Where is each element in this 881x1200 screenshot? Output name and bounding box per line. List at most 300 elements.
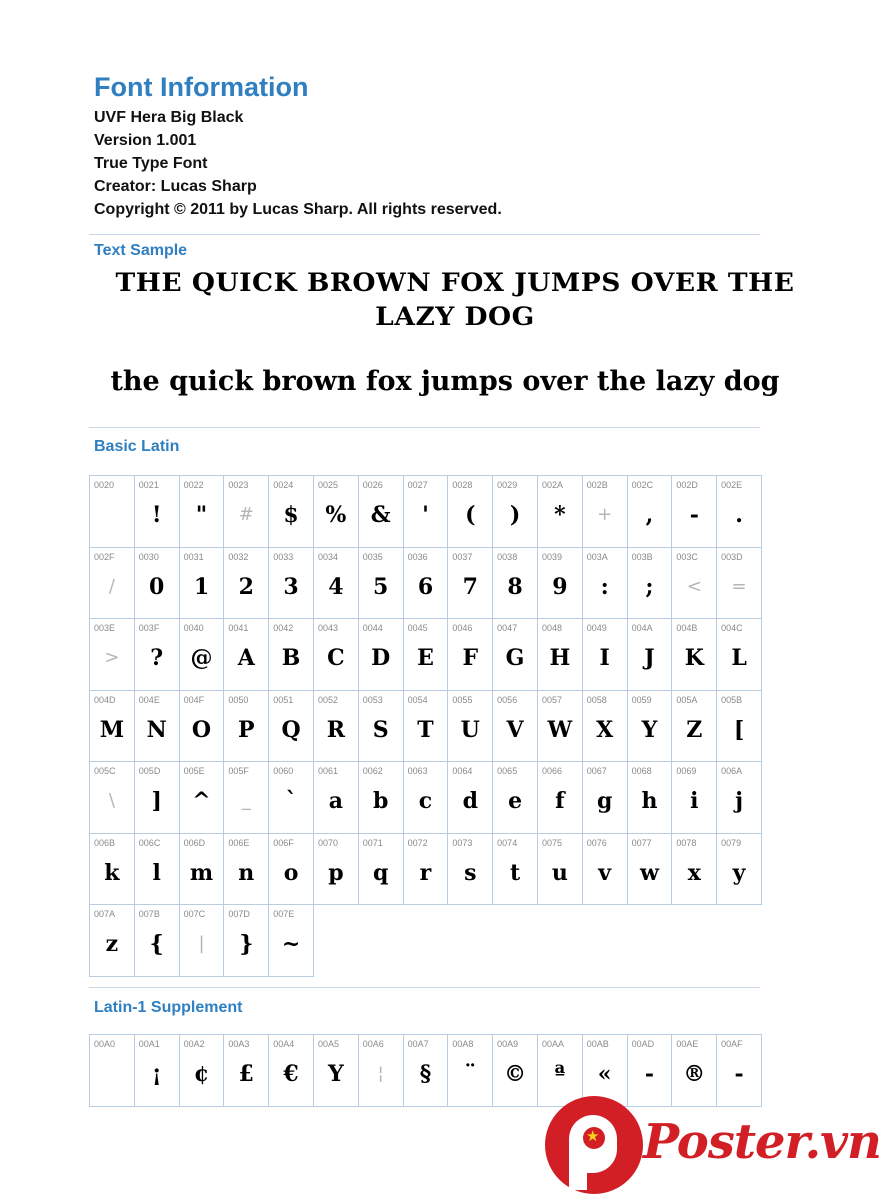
glyph-char: ' xyxy=(422,502,429,528)
divider xyxy=(89,987,760,988)
glyph-char: Y xyxy=(328,1061,344,1087)
basic-latin-grid xyxy=(89,475,762,977)
glyph-code: 007A xyxy=(94,909,116,919)
glyph-cell xyxy=(269,548,314,620)
glyph-code: 0060 xyxy=(273,766,294,776)
glyph-code: 00A7 xyxy=(407,1039,429,1049)
glyph-char: g xyxy=(596,788,613,814)
glyph-cell xyxy=(269,762,314,834)
glyph-char: € xyxy=(283,1061,299,1087)
glyph-code: 007E xyxy=(273,909,295,919)
glyph-code: 0037 xyxy=(452,551,473,562)
glyph-char: ¡ xyxy=(151,1061,162,1087)
glyph-cell xyxy=(448,1035,493,1107)
glyph-char: B xyxy=(281,645,301,671)
glyph-cell xyxy=(717,476,762,548)
glyph-char: R xyxy=(326,716,346,743)
glyph-code: 0056 xyxy=(497,694,518,705)
glyph-char: + xyxy=(597,504,613,525)
glyph-char: N xyxy=(146,716,167,743)
sample-lowercase: the quick brown fox jumps over the lazy dog xyxy=(110,366,780,397)
glyph-char: | xyxy=(198,933,205,954)
glyph-code: 0027 xyxy=(407,480,428,490)
glyph-cell xyxy=(717,548,762,620)
glyph-code: 0048 xyxy=(541,623,562,633)
glyph-cell xyxy=(314,476,359,548)
font-info-title: Font Information xyxy=(94,72,309,102)
glyph-cell xyxy=(224,548,269,620)
glyph-cell xyxy=(359,1035,404,1107)
glyph-code: 0076 xyxy=(586,837,607,848)
glyph-cell xyxy=(672,476,717,548)
glyph-cell xyxy=(269,905,314,977)
glyph-code: 0039 xyxy=(541,551,562,562)
glyph-code: 002C xyxy=(631,480,654,490)
glyph-code: 0029 xyxy=(497,480,518,490)
glyph-char: 9 xyxy=(552,573,568,600)
glyph-cell xyxy=(583,691,628,763)
glyph-char: i xyxy=(690,788,699,814)
glyph-code: 0073 xyxy=(452,837,473,848)
glyph-code: 002B xyxy=(586,480,608,490)
glyph-code: 006D xyxy=(183,837,206,848)
glyph-code: 0041 xyxy=(228,623,249,633)
font-creator: Creator: Lucas Sharp xyxy=(94,178,257,195)
watermark-logo-circle xyxy=(545,1096,643,1194)
glyph-char: 5 xyxy=(373,573,389,600)
glyph-char: Z xyxy=(686,716,703,743)
glyph-code: 0032 xyxy=(228,551,249,562)
glyph-cell xyxy=(224,834,269,906)
glyph-char: - xyxy=(644,1061,655,1087)
glyph-char: $ xyxy=(283,502,299,528)
glyph-code: 0026 xyxy=(362,480,383,490)
glyph-code: 002D xyxy=(676,480,698,490)
glyph-cell xyxy=(314,834,359,906)
glyph-cell xyxy=(672,762,717,834)
glyph-code: 00AE xyxy=(676,1039,699,1049)
glyph-cell xyxy=(583,476,628,548)
poster-vn-watermark xyxy=(543,1094,881,1200)
glyph-code: 0061 xyxy=(317,766,339,776)
glyph-cell xyxy=(224,762,269,834)
glyph-cell xyxy=(90,476,135,548)
font-type: True Type Font xyxy=(94,155,208,172)
glyph-code: 00A2 xyxy=(183,1039,205,1049)
glyph-code: 005F xyxy=(228,766,249,776)
glyph-cell xyxy=(538,762,583,834)
glyph-code: 00AF xyxy=(721,1039,743,1049)
glyph-code: 00A6 xyxy=(362,1039,384,1049)
glyph-char: e xyxy=(508,788,523,814)
glyph-code: 0064 xyxy=(452,766,473,776)
glyph-char: Y xyxy=(641,716,658,743)
glyph-code: 005D xyxy=(138,766,161,776)
glyph-char: j xyxy=(735,788,744,814)
glyph-code: 0047 xyxy=(497,623,518,633)
glyph-cell xyxy=(493,619,538,691)
glyph-code: 0044 xyxy=(362,623,383,633)
glyph-code: 00A9 xyxy=(497,1039,519,1049)
glyph-char: = xyxy=(731,575,747,597)
glyph-cell xyxy=(628,619,673,691)
glyph-char: r xyxy=(419,859,432,886)
glyph-cell xyxy=(717,762,762,834)
glyph-char: _ xyxy=(241,790,251,811)
glyph-char: % xyxy=(325,502,347,528)
glyph-code: 0052 xyxy=(317,694,339,705)
glyph-char: > xyxy=(104,647,120,668)
glyph-code: 00AD xyxy=(631,1039,655,1049)
glyph-char: X xyxy=(596,716,614,743)
glyph-cell xyxy=(224,619,269,691)
glyph-char: } xyxy=(239,931,254,957)
glyph-code: 0022 xyxy=(183,480,204,490)
glyph-char: « xyxy=(597,1061,612,1087)
glyph-char: # xyxy=(238,504,254,525)
glyph-char: [ xyxy=(733,716,745,743)
glyph-cell xyxy=(359,476,404,548)
star-icon: ★ xyxy=(586,1127,600,1145)
glyph-cell xyxy=(538,834,583,906)
font-copyright: Copyright © 2011 by Lucas Sharp. All rights reserved. xyxy=(94,201,502,218)
glyph-cell xyxy=(493,548,538,620)
glyph-cell xyxy=(583,619,628,691)
glyph-code: 0069 xyxy=(676,766,697,776)
glyph-code: 002F xyxy=(94,551,115,562)
glyph-char: f xyxy=(555,788,565,814)
glyph-code: 005E xyxy=(183,766,205,776)
glyph-code: 004D xyxy=(94,694,116,705)
glyph-cell xyxy=(180,691,225,763)
glyph-cell xyxy=(180,834,225,906)
glyph-cell xyxy=(583,834,628,906)
glyph-char: 0 xyxy=(149,573,165,600)
glyph-cell xyxy=(314,691,359,763)
glyph-cell xyxy=(135,762,180,834)
glyph-code: 0068 xyxy=(631,766,652,776)
glyph-code: 002E xyxy=(721,480,743,490)
glyph-cell xyxy=(269,691,314,763)
glyph-cell xyxy=(135,476,180,548)
divider xyxy=(89,427,760,428)
glyph-code: 0033 xyxy=(273,551,294,562)
glyph-cell xyxy=(90,834,135,906)
glyph-code: 0036 xyxy=(407,551,428,562)
glyph-code: 0023 xyxy=(228,480,249,490)
glyph-char: ~ xyxy=(281,931,301,957)
glyph-cell xyxy=(448,762,493,834)
glyph-cell xyxy=(628,691,673,763)
glyph-char: K xyxy=(684,645,704,671)
glyph-char: * xyxy=(554,502,566,528)
glyph-char: F xyxy=(462,645,479,671)
glyph-cell xyxy=(359,834,404,906)
glyph-cell xyxy=(448,619,493,691)
glyph-code: 0042 xyxy=(273,623,294,633)
glyph-cell xyxy=(269,476,314,548)
glyph-code: 003D xyxy=(721,551,743,562)
glyph-code: 0079 xyxy=(721,837,742,848)
glyph-code: 0062 xyxy=(362,766,383,776)
glyph-char: A xyxy=(237,645,255,671)
glyph-cell xyxy=(224,905,269,977)
glyph-code: 0030 xyxy=(138,551,159,562)
glyph-cell xyxy=(314,619,359,691)
glyph-cell xyxy=(135,619,180,691)
glyph-cell xyxy=(628,476,673,548)
glyph-char: c xyxy=(418,788,433,814)
glyph-char: ® xyxy=(683,1061,706,1087)
glyph-char: 6 xyxy=(417,573,434,600)
glyph-code: 0071 xyxy=(362,837,383,848)
glyph-code: 0050 xyxy=(228,694,249,705)
glyph-char: a xyxy=(328,788,344,814)
glyph-char: J xyxy=(644,645,655,671)
glyph-char: p xyxy=(328,859,344,886)
glyph-char: O xyxy=(191,716,212,743)
glyph-code: 003F xyxy=(138,623,160,633)
glyph-cell xyxy=(180,1035,225,1107)
divider xyxy=(89,234,760,235)
glyph-cell xyxy=(538,476,583,548)
glyph-char: C xyxy=(327,645,345,671)
glyph-char: £ xyxy=(238,1061,254,1087)
glyph-cell xyxy=(538,619,583,691)
glyph-code: 00A1 xyxy=(138,1039,160,1049)
glyph-cell xyxy=(180,548,225,620)
glyph-cell xyxy=(269,1035,314,1107)
glyph-code: 005C xyxy=(94,766,116,776)
glyph-code: 0075 xyxy=(541,837,562,848)
glyph-code: 007C xyxy=(183,909,206,919)
glyph-cell xyxy=(672,548,717,620)
glyph-cell xyxy=(672,619,717,691)
glyph-cell xyxy=(448,476,493,548)
watermark-text: Poster.vn xyxy=(643,1114,881,1170)
glyph-char: / xyxy=(108,575,115,597)
glyph-code: 0078 xyxy=(676,837,697,848)
glyph-char: h xyxy=(641,788,658,814)
glyph-code: 005A xyxy=(676,694,698,705)
glyph-char: 7 xyxy=(462,573,478,600)
glyph-cell xyxy=(583,548,628,620)
glyph-code: 0024 xyxy=(273,480,294,490)
glyph-char: < xyxy=(686,575,702,597)
glyph-char: H xyxy=(549,645,571,671)
glyph-char: d xyxy=(462,788,478,814)
glyph-cell xyxy=(404,834,449,906)
glyph-char: q xyxy=(372,859,389,886)
glyph-cell xyxy=(493,762,538,834)
glyph-cell xyxy=(314,548,359,620)
glyph-char: w xyxy=(639,859,659,886)
glyph-code: 005B xyxy=(721,694,743,705)
glyph-cell xyxy=(90,1035,135,1107)
glyph-cell xyxy=(493,834,538,906)
glyph-cell xyxy=(404,476,449,548)
glyph-cell xyxy=(359,548,404,620)
glyph-char: ] xyxy=(151,788,162,814)
glyph-cell xyxy=(90,762,135,834)
glyph-code: 0054 xyxy=(407,694,428,705)
glyph-cell xyxy=(180,762,225,834)
glyph-cell xyxy=(717,691,762,763)
glyph-cell xyxy=(135,548,180,620)
glyph-code: 0034 xyxy=(317,551,339,562)
glyph-cell xyxy=(538,691,583,763)
glyph-char: ¨ xyxy=(464,1061,476,1087)
glyph-cell xyxy=(359,762,404,834)
glyph-cell xyxy=(269,619,314,691)
glyph-char: - xyxy=(689,502,699,528)
glyph-cell xyxy=(90,691,135,763)
glyph-char: ` xyxy=(285,788,297,814)
glyph-code: 0066 xyxy=(541,766,562,776)
glyph-code: 0028 xyxy=(452,480,473,490)
glyph-char: m xyxy=(189,859,214,886)
glyph-char: § xyxy=(419,1061,432,1087)
glyph-cell xyxy=(135,834,180,906)
glyph-cell xyxy=(314,1035,359,1107)
glyph-char: G xyxy=(505,645,525,671)
glyph-cell xyxy=(717,619,762,691)
glyph-code: 002A xyxy=(541,480,563,490)
glyph-char: o xyxy=(283,859,299,886)
glyph-code: 006E xyxy=(228,837,250,848)
font-info-block xyxy=(94,72,502,221)
glyph-char: l xyxy=(152,859,161,886)
glyph-char: . xyxy=(735,502,743,528)
glyph-cell xyxy=(404,1035,449,1107)
glyph-code: 006B xyxy=(94,837,116,848)
glyph-char: @ xyxy=(190,645,213,671)
glyph-char: Q xyxy=(281,716,301,743)
glyph-char: n xyxy=(238,859,255,886)
glyph-code: 006C xyxy=(138,837,161,848)
glyph-cell xyxy=(628,834,673,906)
glyph-code: 0059 xyxy=(631,694,652,705)
glyph-char: ^ xyxy=(192,788,211,814)
text-sample-heading: Text Sample xyxy=(94,242,188,259)
glyph-cell xyxy=(90,619,135,691)
glyph-char: \ xyxy=(108,790,115,811)
glyph-code: 0077 xyxy=(631,837,652,848)
glyph-code: 00AB xyxy=(586,1039,609,1049)
glyph-code: 00AA xyxy=(541,1039,564,1049)
glyph-char: y xyxy=(732,859,746,886)
glyph-cell xyxy=(404,548,449,620)
glyph-char: 4 xyxy=(328,573,344,600)
glyph-char: - xyxy=(734,1061,744,1087)
glyph-char: : xyxy=(600,573,609,600)
glyph-code: 0035 xyxy=(362,551,383,562)
glyph-cell xyxy=(90,548,135,620)
glyph-code: 00A3 xyxy=(228,1039,250,1049)
glyph-cell xyxy=(224,476,269,548)
glyph-char: b xyxy=(372,788,389,814)
glyph-code: 006F xyxy=(273,837,294,848)
glyph-char: L xyxy=(731,645,747,671)
glyph-code: 0038 xyxy=(497,551,518,562)
glyph-code: 00A0 xyxy=(94,1039,116,1049)
glyph-code: 0051 xyxy=(273,694,294,705)
glyph-code: 0074 xyxy=(497,837,518,848)
glyph-code: 003C xyxy=(676,551,698,562)
glyph-char: I xyxy=(599,645,610,671)
glyph-char: ¢ xyxy=(193,1061,210,1087)
watermark-logo-stem xyxy=(569,1156,587,1190)
sample-uppercase: THE QUICK BROWN FOX JUMPS OVER THE LAZY DOG xyxy=(115,268,795,331)
glyph-cell xyxy=(135,1035,180,1107)
glyph-code: 0020 xyxy=(94,480,115,490)
glyph-code: 00A5 xyxy=(317,1039,340,1049)
glyph-code: 0055 xyxy=(452,694,473,705)
glyph-char: W xyxy=(547,716,573,743)
font-version: Version 1.001 xyxy=(94,132,197,149)
glyph-cell xyxy=(90,905,135,977)
glyph-code: 0058 xyxy=(586,694,607,705)
glyph-code: 0031 xyxy=(183,551,204,562)
glyph-cell xyxy=(180,476,225,548)
glyph-code: 0025 xyxy=(317,480,339,490)
glyph-cell xyxy=(538,548,583,620)
glyph-cell xyxy=(404,619,449,691)
glyph-char: ( xyxy=(465,502,476,528)
glyph-cell xyxy=(672,834,717,906)
glyph-cell xyxy=(672,691,717,763)
glyph-code: 0046 xyxy=(452,623,473,633)
glyph-char: V xyxy=(506,716,524,743)
glyph-char: 8 xyxy=(507,573,523,600)
glyph-cell xyxy=(493,1035,538,1107)
glyph-char: ª xyxy=(554,1061,566,1087)
glyph-cell xyxy=(404,691,449,763)
glyph-cell xyxy=(448,691,493,763)
glyph-cell xyxy=(224,691,269,763)
glyph-char: ? xyxy=(150,645,164,671)
glyph-char: ! xyxy=(151,502,162,528)
glyph-char: D xyxy=(371,645,391,671)
glyph-char: u xyxy=(551,859,568,886)
glyph-cell xyxy=(314,762,359,834)
glyph-code: 0043 xyxy=(317,623,339,633)
glyph-code: 0072 xyxy=(407,837,428,848)
glyph-char: 1 xyxy=(193,573,210,600)
glyph-code: 004C xyxy=(721,623,743,633)
latin1-heading: Latin-1 Supplement xyxy=(94,999,243,1016)
glyph-char: U xyxy=(460,716,480,743)
glyph-char: & xyxy=(370,502,391,528)
glyph-char: s xyxy=(464,859,477,886)
glyph-cell xyxy=(180,619,225,691)
glyph-code: 003E xyxy=(94,623,116,633)
glyph-char: " xyxy=(195,502,208,528)
glyph-cell xyxy=(717,834,762,906)
glyph-code: 0040 xyxy=(183,623,204,633)
glyph-code: 003A xyxy=(586,551,608,562)
basic-latin-heading: Basic Latin xyxy=(94,438,180,455)
font-name: UVF Hera Big Black xyxy=(94,109,244,126)
glyph-char: { xyxy=(149,931,164,957)
glyph-char: T xyxy=(417,716,434,743)
glyph-cell xyxy=(180,905,225,977)
glyph-code: 00A4 xyxy=(273,1039,295,1049)
glyph-char: M xyxy=(99,716,125,743)
glyph-code: 0049 xyxy=(586,623,607,633)
glyph-code: 00A8 xyxy=(452,1039,474,1049)
glyph-cell xyxy=(628,548,673,620)
